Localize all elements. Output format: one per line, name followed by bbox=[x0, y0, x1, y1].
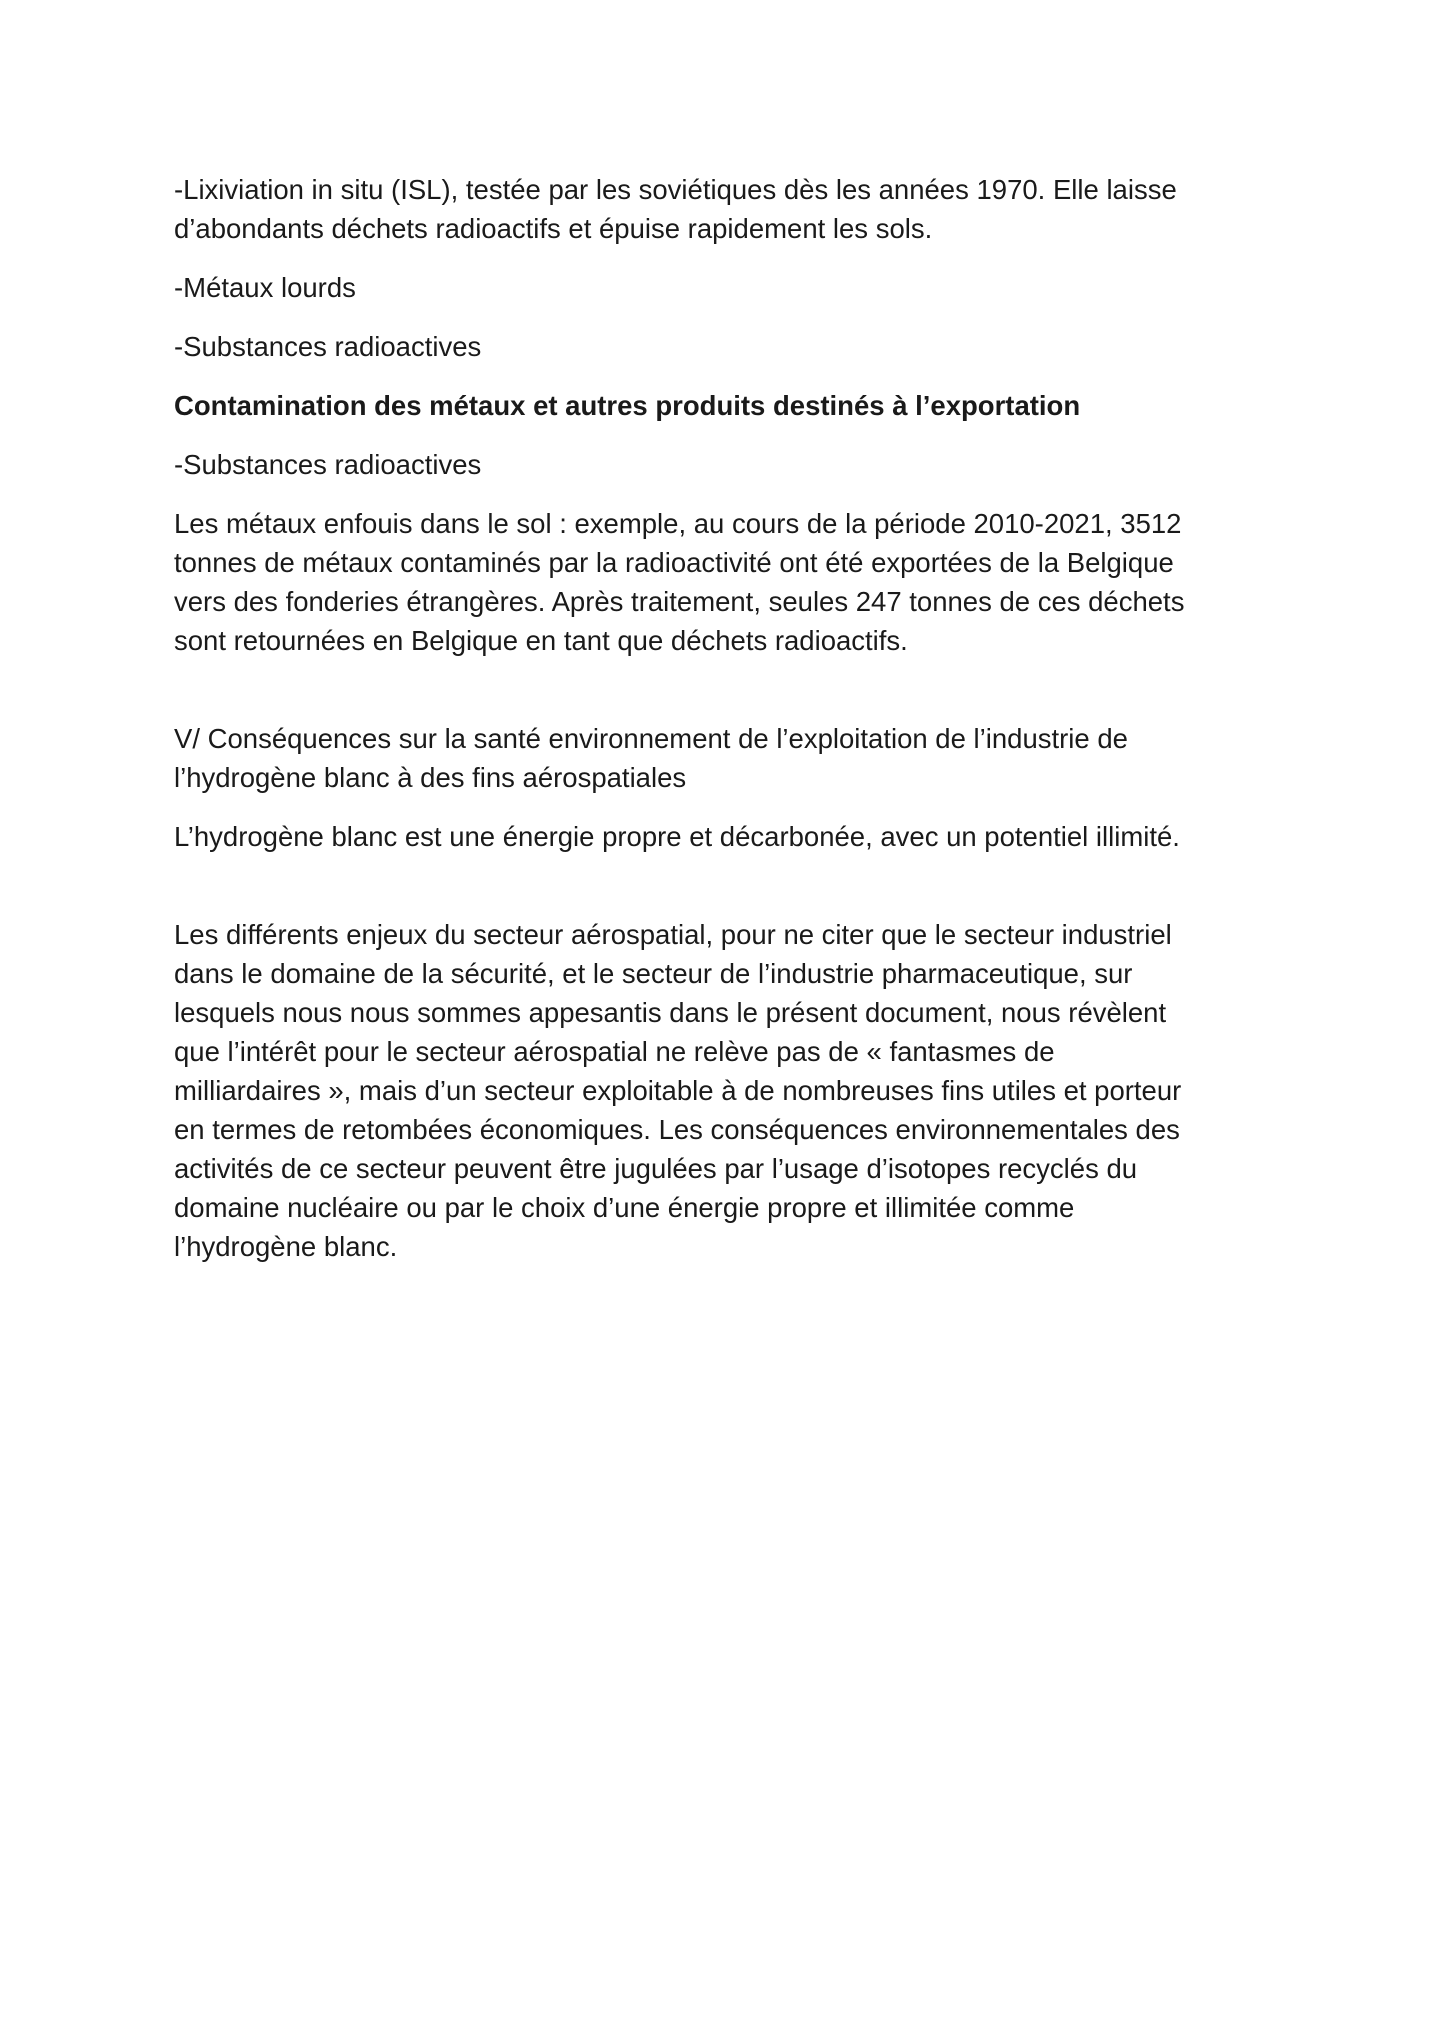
section-heading-contamination: Contamination des métaux et autres produits destinés à l’exportation bbox=[174, 390, 1081, 421]
list-item-radioactive-substances: -Substances radioactives bbox=[174, 331, 482, 362]
paragraph-isl: -Lixiviation in situ (ISL), testée par les soviétiques dès les années 1970. Elle laisse d’abondants déchets radioactifs et épuise rapidement les sols. bbox=[174, 174, 1177, 244]
list-item-radioactive-substances-2: -Substances radioactives bbox=[174, 449, 482, 480]
paragraph-conclusion: Les différents enjeux du secteur aérospatial, pour ne citer que le secteur industriel dans le domaine de la sécurité, et le secteur de l’industrie pharmaceutique, sur lesquels nous nous sommes appesantis dans le présent document, nous révèlent que l’intérêt pour le secteur aérospatial ne relève pas de « fantasmes de milliardaires », mais d’un secteur exploitable à de nombreuses fins utiles et porteur en termes de retombées économiques. Les conséquences environnementales des activités de ce secteur peuvent être jugulées par l’usage d’isotopes recyclés du domaine nucléaire ou par le choix d’une énergie propre et illimitée comme l’hydrogène blanc. bbox=[174, 919, 1182, 1262]
section-title-v: V/ Conséquences sur la santé environnement de l’exploitation de l’industrie de l’hydrogène blanc à des fins aérospatiales bbox=[174, 723, 1128, 793]
document-body bbox=[174, 170, 1294, 1266]
paragraph-white-hydrogen: L’hydrogène blanc est une énergie propre et décarbonée, avec un potentiel illimité. bbox=[174, 821, 1180, 852]
paragraph-buried-metals: Les métaux enfouis dans le sol : exemple, au cours de la période 2010-2021, 3512 tonnes de métaux contaminés par la radioactivité ont été exportées de la Belgique vers des fonderies étrangères. Après traitement, seules 247 tonnes de ces déchets sont retournées en Belgique en tant que déchets radioactifs. bbox=[174, 508, 1185, 656]
list-item-heavy-metals: -Métaux lourds bbox=[174, 272, 356, 303]
